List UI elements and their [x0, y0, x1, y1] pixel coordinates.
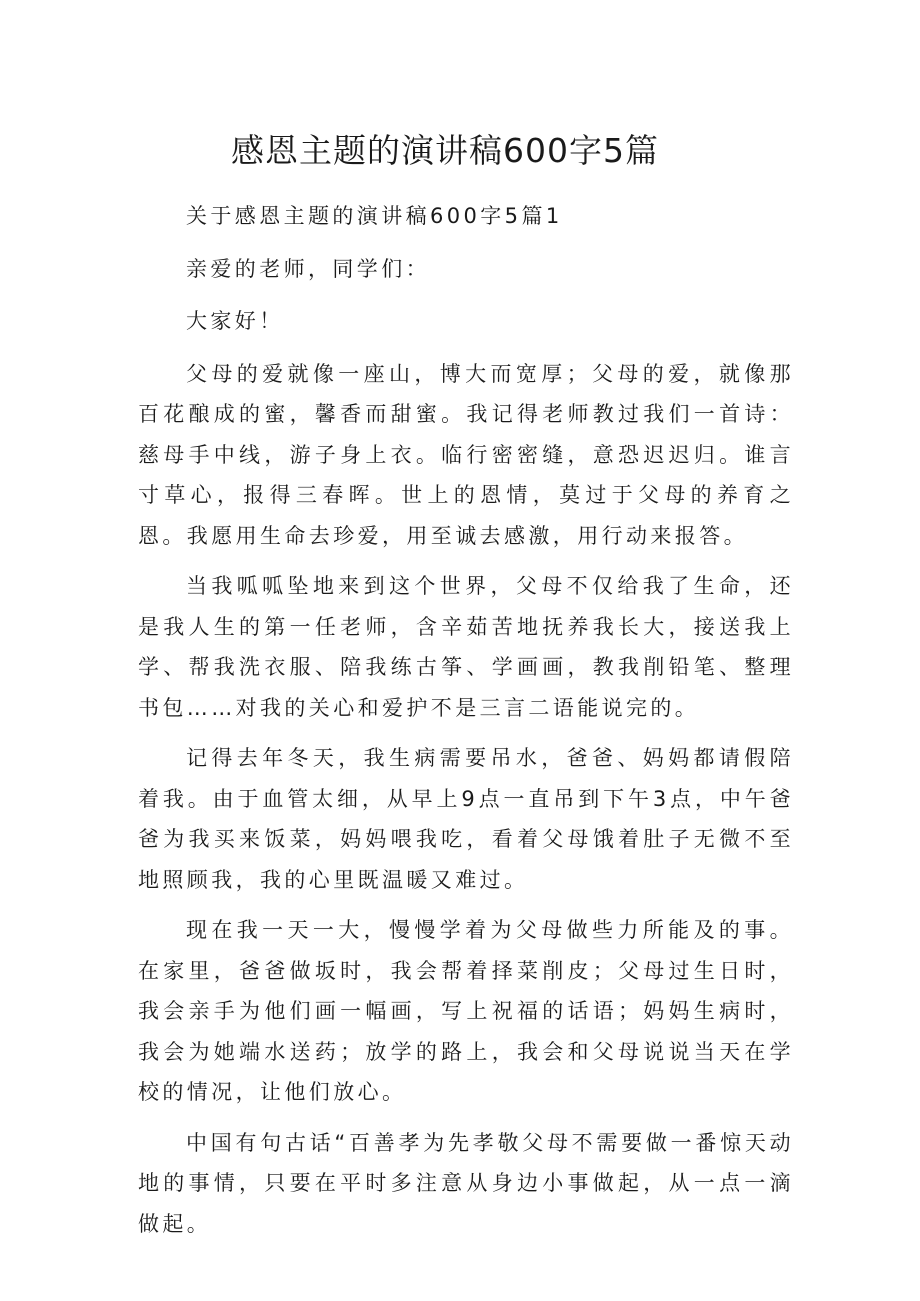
document-body: [138, 196, 794, 1254]
section-heading: 关于感恩主题的演讲稿600字5篇1: [186, 204, 563, 228]
body-paragraph: 中国有句古话“百善孝为先孝敬父母不需要做一番惊天动地的事情，只要在平时多注意从身边小事做起，从一点一滴做起。: [138, 1130, 794, 1236]
document-title: 感恩主题的演讲稿600字5篇: [231, 131, 659, 170]
body-paragraph: 记得去年冬天，我生病需要吊水，爸爸、妈妈都请假陪着我。由于血管太细，从早上9点一直吊到下午3点，中午爸爸为我买来饭菜，妈妈喂我吃，看着父母饿着肚子无微不至地照顾我，我的心里既温暖又难过。: [138, 746, 794, 892]
body-paragraph: 父母的爱就像一座山，博大而宽厚；父母的爱，就像那百花酿成的蜜，馨香而甜蜜。我记得老师教过我们一首诗：慈母手中线，游子身上衣。临行密密缝，意恐迟迟归。谁言寸草心，报得三春晖。世上的恩情，莫过于父母的养育之恩。我愿用生命去珍爱，用至诚去感激，用行动来报答。: [138, 361, 794, 548]
salutation: 亲爱的老师，同学们：: [186, 256, 430, 281]
greeting: 大家好！: [186, 309, 284, 333]
body-paragraph: 当我呱呱坠地来到这个世界，父母不仅给我了生命，还是我人生的第一任老师，含辛茹苦地抚养我长大，接送我上学、帮我洗衣服、陪我练古筝、学画画，教我削铅笔、整理书包……对我的关心和爱护不是三言二语能说完的。: [138, 574, 794, 720]
body-paragraph: 现在我一天一大，慢慢学着为父母做些力所能及的事。在家里，爸爸做坂时，我会帮着择菜削皮；父母过生日时，我会亲手为他们画一幅画，写上祝福的话语；妈妈生病时，我会为她端水送药；放学的路上，我会和父母说说当天在学校的情况，让他们放心。: [138, 918, 794, 1104]
